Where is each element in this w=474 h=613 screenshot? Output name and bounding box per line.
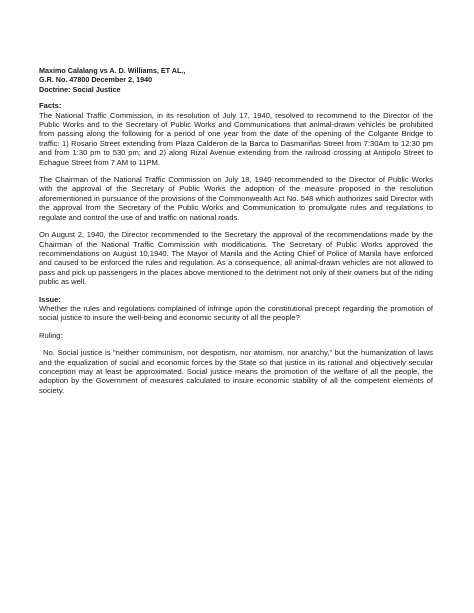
facts-paragraph-2: The Chairman of the National Traffic Commission on July 18, 1940 recommended to the Director of Public Works with the approval of the Secretary of Public Works the adoption of the measure proposed in the resolution aforementioned in pursuance of the provisions of the Commonwealth Act No. 548 which authorizes said Director with the approval from the Secretary of the Public Works and Communication to promulgate rules and regulations to regulate and control the use of and traffic on national roads. <box>39 175 433 222</box>
case-title: Maximo Calalang vs A. D. Williams, ET AL., <box>39 66 186 75</box>
doctrine-line: Doctrine: Social Justice <box>39 84 121 94</box>
case-number: G.R. No. 47800 December 2, 1940 <box>39 75 153 85</box>
case-header <box>39 66 433 94</box>
issue-label: Issue: <box>39 294 61 304</box>
ruling-label: Ruling: <box>39 330 63 340</box>
facts-paragraph-1: The National Traffic Commission, in its resolution of July 17, 1940, resolved to recommend to the Director of the Public Works and to the Secretary of Public Works and Communications that animal-drawn vehicles be prohibited from passing along the following for a period of one year from the date of the opening of the Colgante Bridge to traffic: 1) Rosario Street extending from Plaza Calderon de la Barca to Dasmariñas Street from 7:30Am to 12:30 pm and from 1:30 pm to 530 pm; and 2) along Rizal Avenue extending from the railroad crossing at Antipolo Street to Echague Street from 7 AM to 11PM. <box>39 110 433 167</box>
issue-text: Whether the rules and regulations complained of infringe upon the constitutional precept regarding the promotion of social justice to insure the well-being and economic security of all the people? <box>39 303 433 323</box>
facts-paragraph-3: On August 2, 1940, the Director recommended to the Secretary the approval of the recommendations made by the Chairman of the National Traffic Commission with modifications. The Secretary of Public Works approved the recommendations on August 10,1940. The Mayor of Manila and the Acting Chief of Police of Manila have enforced and caused to be enforced the rules and regulation. As a consequence, all animal-drawn vehicles are not allowed to pass and pick up passengers in the places above mentioned to the detriment not only of their owners but of the riding public as well. <box>39 230 433 287</box>
document-content <box>39 66 433 403</box>
ruling-text: No. Social justice is “neither communism, nor despotism, nor atomism, nor anarchy,” but the humanization of laws and the equalization of social and economic forces by the State so that justice in its rational and objectively secular conception may at least be approximated. Social justice means the promotion of the welfare of all the people, the adoption by the Government of measures calculated to insure economic stability of all the competent elements of society. <box>39 348 433 395</box>
facts-label: Facts: <box>39 101 62 111</box>
